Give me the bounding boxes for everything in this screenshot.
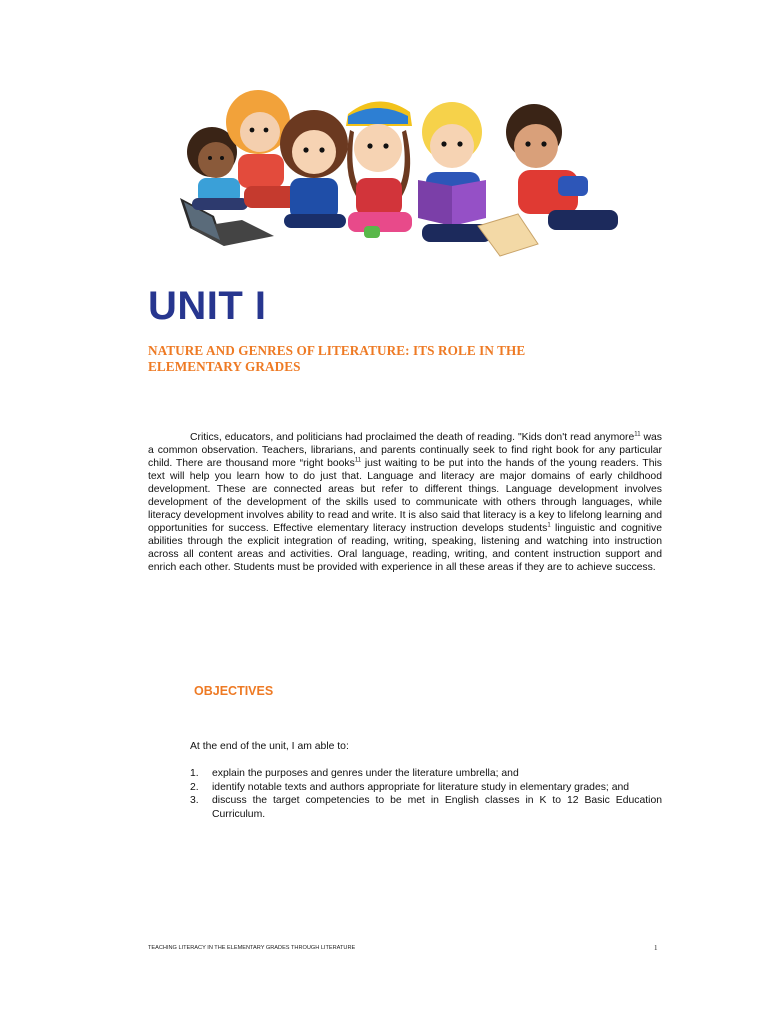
intro-text-part-3: just waiting to be put into the hands of the young readers. This text will help you learn how to do just that. Language and literacy are major domains of early childhood development. These are connected areas but refer to different things. Language development involves development of the development of the skills used to communicate with others through languages, while literacy development involves ability to read and write. It is also said that literacy is a key to lifelong learning and opportunities for success. Effective elementary literacy instruction develops students: [148, 458, 662, 534]
kid-5-figure: [418, 102, 492, 242]
kid-3-figure: [280, 110, 348, 228]
intro-text-part-2: was a common observation. Teachers, librarians, and parents continually seek to find right book for any particular child. There are thousand more “right books: [148, 432, 663, 469]
unit-subtitle: NATURE AND GENRES OF LITERATURE: ITS ROLE IN THE ELEMENTARY GRADES: [148, 343, 526, 374]
intro-text-part-1: Critics, educators, and politicians had proclaimed the death of reading. "Kids don't read anymore: [190, 432, 635, 443]
objectives-heading: OBJECTIVES: [194, 684, 274, 698]
page-number: 1: [654, 944, 658, 952]
unit-title: UNIT I: [148, 284, 267, 328]
children-reading-illustration: [178, 86, 630, 268]
objectives-lead: At the end of the unit, I am able to:: [190, 741, 349, 752]
footnote-marker: 11: [354, 457, 362, 464]
objective-text: discuss the target competencies to be met in English classes in K to 12 Basic Education Curriculum.: [212, 795, 662, 820]
objective-item: [190, 794, 662, 821]
objective-text: identify notable texts and authors appropriate for literature study in elementary grades; and: [212, 781, 630, 793]
footer-title: TEACHING LITERACY IN THE ELEMENTARY GRADES THROUGH LITERATURE: [148, 945, 356, 951]
objectives-list: [190, 767, 662, 821]
kid-4-figure: [346, 101, 412, 238]
intro-paragraph: [148, 431, 662, 574]
objective-number: 3.: [190, 795, 199, 806]
footnote-marker: 11: [634, 431, 641, 438]
objective-item: [190, 781, 662, 795]
objective-number: 1.: [190, 768, 199, 779]
objective-number: 2.: [190, 781, 199, 793]
footnote-marker: 1: [547, 522, 551, 529]
kid-6-figure: [478, 104, 618, 256]
intro-text-part-4: linguistic and cognitive abilities through the explicit integration of reading, writing, speaking, listening and watching into instruction across all content areas and activities. Oral language, reading, writing, and content instruction support and enrich each other. Students must be provided with experience in all these areas if they are to achieve success.: [148, 523, 662, 573]
objective-text: explain the purposes and genres under the literature umbrella; and: [212, 768, 519, 779]
objective-item: [190, 767, 662, 781]
